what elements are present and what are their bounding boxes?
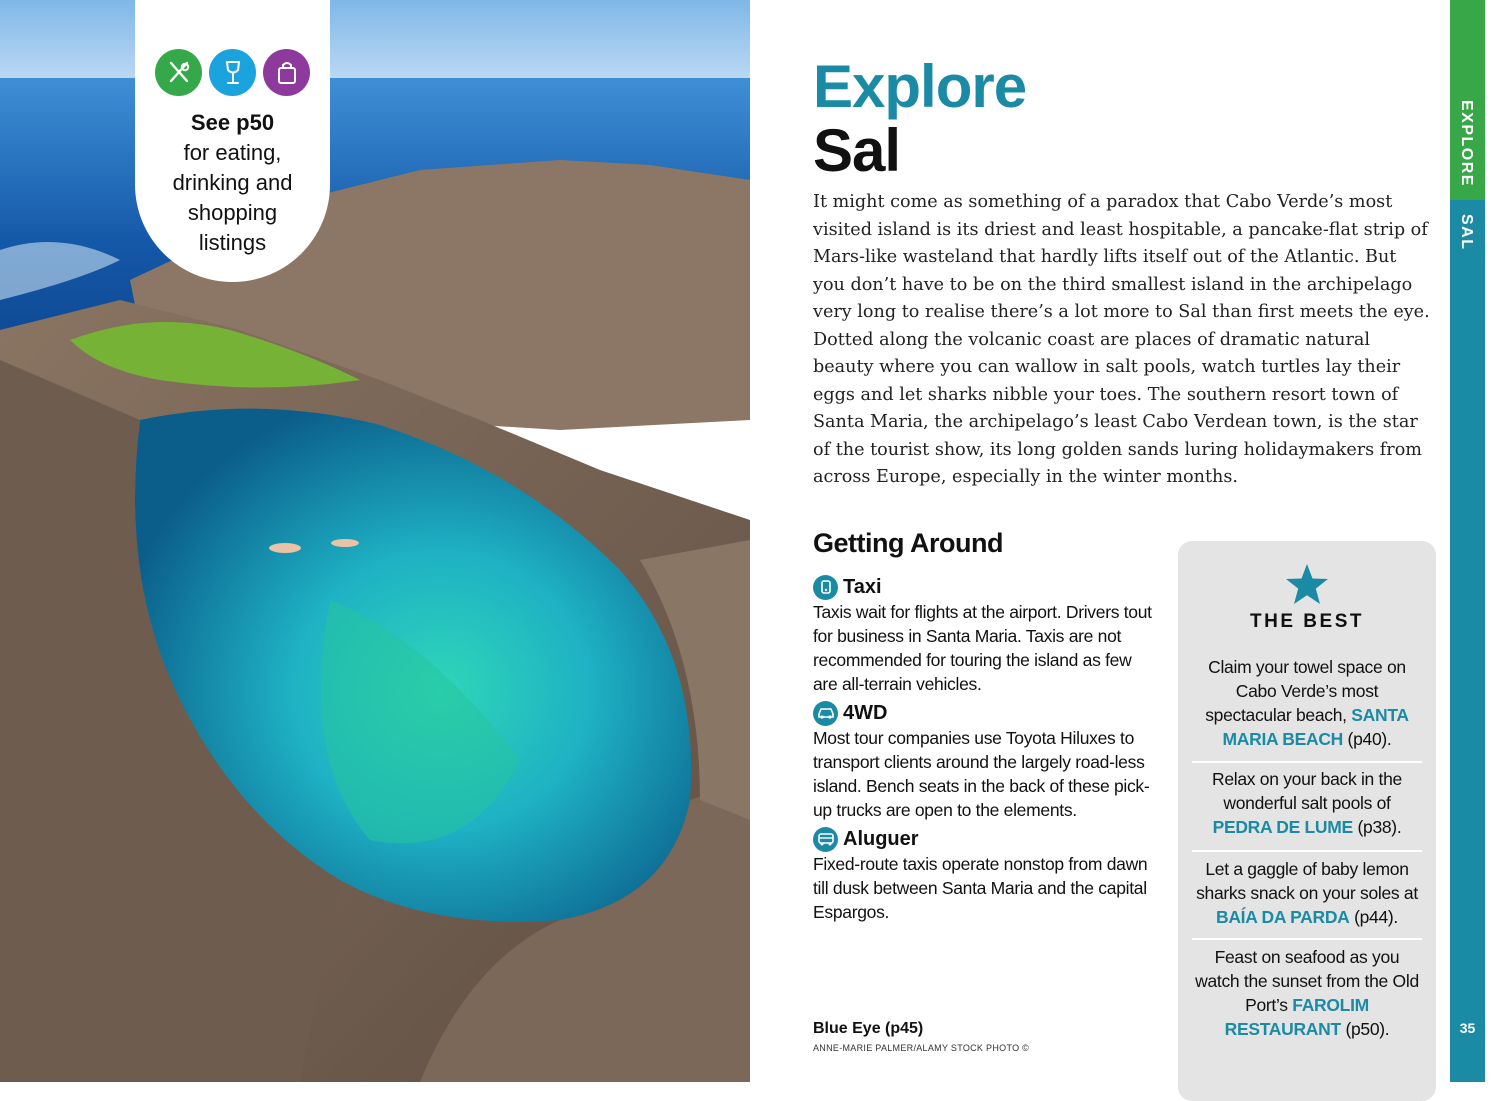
link-pedra-de-lume[interactable]: PEDRA DE LUME: [1212, 817, 1353, 837]
teaser-page-ref: See p50: [190, 110, 275, 135]
link-santa-maria-beach[interactable]: SANTA MARIA BEACH: [1222, 705, 1409, 749]
teaser-text: for eating, drinking and shopping listings: [172, 140, 293, 255]
taxi-text: Taxis wait for flights at the airport. Drivers tout for business in Santa Maria. Taxis are not recommended for touring the island as few are all-terrain vehicles.: [813, 602, 1152, 694]
page-title-sal: Sal: [813, 117, 901, 184]
star-icon: [1285, 563, 1329, 605]
4wd-title: 4WD: [843, 701, 888, 724]
page-margin: [1485, 0, 1500, 1082]
best-item-2: Relax on your back in the wonderful salt pools of PEDRA DE LUME (p38).: [1212, 769, 1402, 837]
wine-glass-icon: [209, 49, 256, 96]
cutlery-icon: [155, 49, 202, 96]
getting-around-heading: Getting Around: [813, 528, 1003, 558]
taxi-title: Taxi: [843, 575, 882, 598]
page-title-explore: Explore: [813, 53, 1027, 120]
photo-blue-eye: [0, 0, 750, 1082]
car-icon: [813, 701, 838, 726]
shopping-bag-icon: [263, 49, 310, 96]
best-item-1: Claim your towel space on Cabo Verde’s most spectacular beach, SANTA MARIA BEACH (p40).: [1205, 657, 1409, 749]
the-best-heading: THE BEST: [1250, 611, 1364, 632]
minibus-icon: [813, 827, 838, 852]
getting-around-aluguer: [813, 826, 1158, 924]
aluguer-title: Aluguer: [843, 827, 919, 850]
link-farolim-restaurant[interactable]: FAROLIM RESTAURANT: [1224, 995, 1369, 1039]
aluguer-text: Fixed-route taxis operate nonstop from dawn till dusk between Santa Maria and the capital Espargos.: [813, 854, 1148, 922]
intro-paragraph: It might come as something of a paradox that Cabo Verde’s most visited island is its driest and least hospitable, a pancake-flat strip of Mars-like wasteland that hardly lifts itself out of the Atlantic. But you don’t have to be on the third smallest island in the archipelago very long to realise there’s a lot more to Sal than first meets the eye. Dotted along the volcanic coast are places of dramatic natural beauty where you can wallow in salt pools, watch turtles lay their eggs and let sharks nibble your toes. The southern resort town of Santa Maria, the archipelago’s least Cabo Verdean town, is the star of the tourist show, its long golden sands luring holidaymakers from across Europe, especially in the winter months.: [813, 192, 1430, 487]
tab-label-explore: EXPLORE: [1458, 100, 1475, 187]
best-item-4: Feast on seafood as you watch the sunset from the Old Port’s FAROLIM RESTAURANT (p50).: [1195, 947, 1419, 1039]
taxi-icon: [813, 575, 838, 600]
divider: [1192, 938, 1422, 940]
photo-caption: Blue Eye (p45): [813, 1020, 924, 1037]
tab-label-sal: SAL: [1458, 214, 1475, 251]
section-tab-sal: [1450, 200, 1485, 1082]
photo-credit: ANNE-MARIE PALMER/ALAMY STOCK PHOTO ©: [813, 1043, 1030, 1053]
4wd-text: Most tour companies use Toyota Hiluxes to transport clients around the largely road-less island. Bench seats in the back of these pick-up trucks are open to the elements.: [813, 728, 1150, 820]
getting-around-taxi: [813, 574, 1158, 696]
getting-around-4wd: [813, 700, 1158, 822]
eating-drinking-shopping-teaser: [135, 0, 330, 282]
best-item-3: Let a gaggle of baby lemon sharks snack on your soles at BAÍA DA PARDA (p44).: [1196, 859, 1418, 927]
the-best-box: [1178, 541, 1436, 1101]
divider: [1192, 850, 1422, 852]
page-number: 35: [1459, 1020, 1476, 1036]
blue-eye-photo: [0, 0, 750, 1082]
link-baia-da-parda[interactable]: BAÍA DA PARDA: [1216, 907, 1350, 927]
divider: [1192, 761, 1422, 763]
